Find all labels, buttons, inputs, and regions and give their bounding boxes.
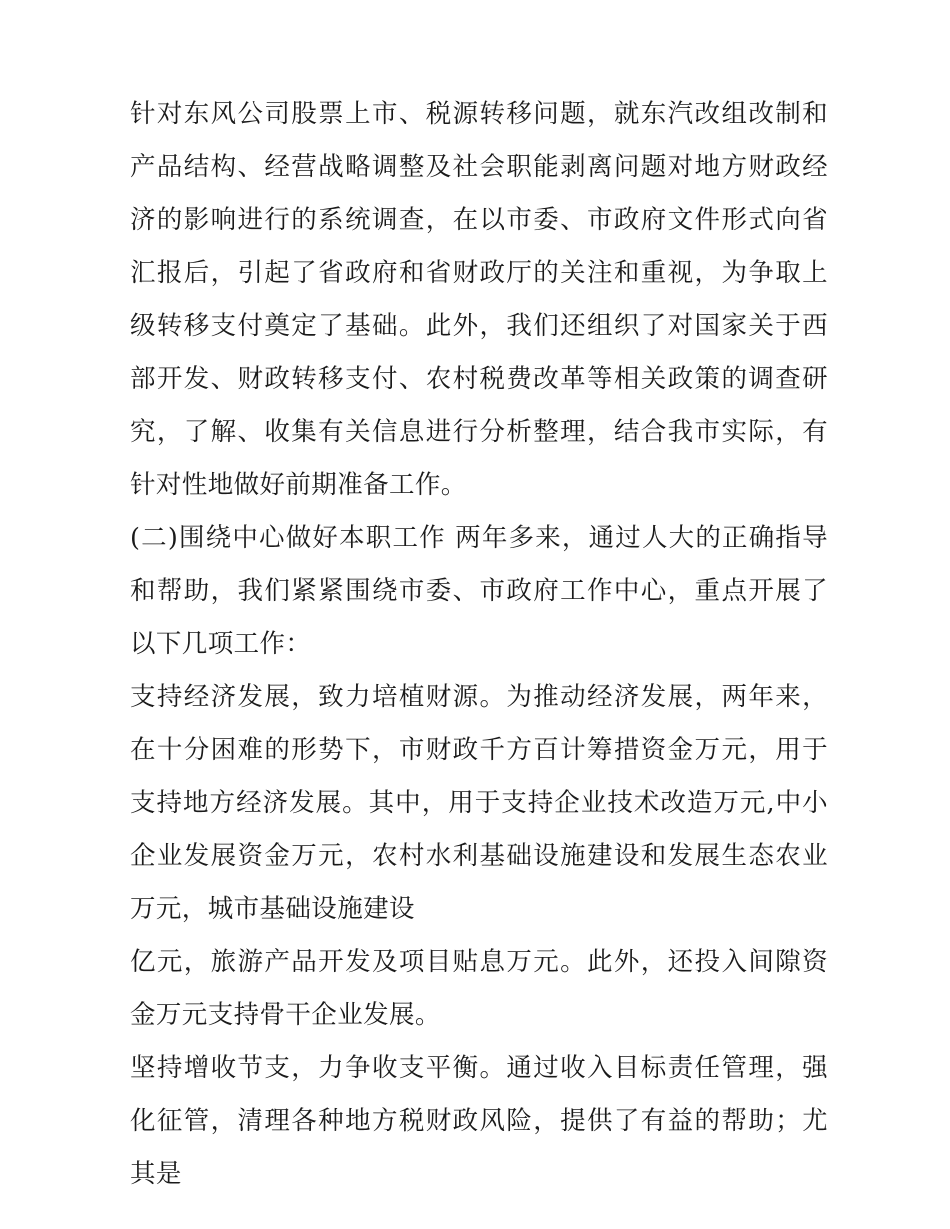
paragraph: 针对东风公司股票上市、税源转移问题，就东汽改组改制和产品结构、经营战略调整及社会职能剥离问题对地方财政经济的影响进行的系统调查，在以市委、市政府文件形式向省汇报后，引起了省政府和省财政厅的关注和重视，为争取上级转移支付奠定了基础。此外，我们还组织了对国家关于西部开发、财政转移支付、农村税费改革等相关政策的调查研究，了解、收集有关信息进行分析整理，结合我市实际，有针对性地做好前期准备工作。: [130, 99, 828, 500]
paragraph: 坚持增收节支，力争收支平衡。通过收入目标责任管理，强化征管，清理各种地方税财政风险，提供了有益的帮助；尤其是: [130, 1053, 828, 1189]
paragraph: 支持经济发展，致力培植财源。为推动经济发展，两年来，在十分困难的形势下，市财政千方百计筹措资金万元，用于支持地方经济发展。其中，用于支持企业技术改造万元,中小企业发展资金万元，农村水利基础设施建设和发展生态农业万元，城市基础设施建设: [130, 682, 828, 924]
paragraph: (二)围绕中心做好本职工作 两年多来，通过人大的正确指导和帮助，我们紧紧围绕市委、市政府工作中心，重点开展了以下几项工作：: [130, 523, 828, 659]
document-body: [130, 88, 828, 1201]
paragraph: 亿元，旅游产品开发及项目贴息万元。此外，还投入间隙资金万元支持骨干企业发展。: [130, 947, 828, 1030]
